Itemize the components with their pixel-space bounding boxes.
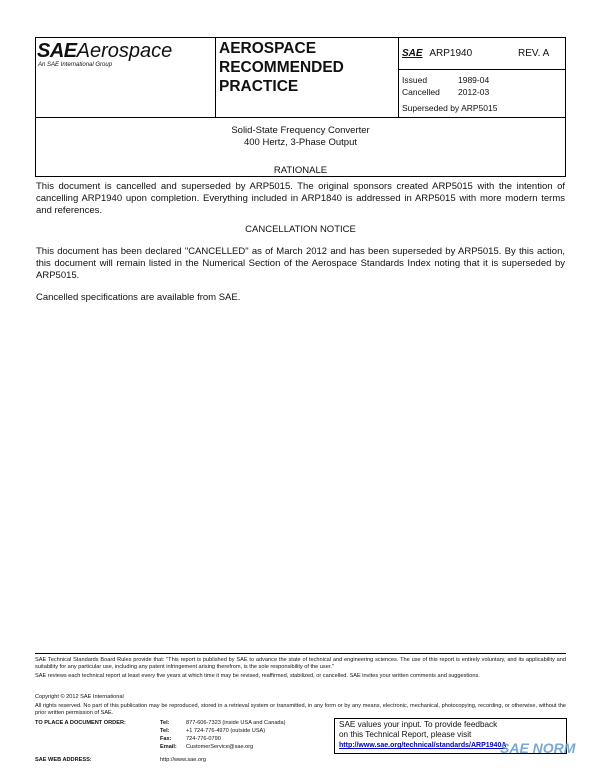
tel-value: 877-606-7323 (inside USA and Canada) [186, 720, 286, 726]
rationale-text: This document is cancelled and superseded by ARP5015. The original sponsors created ARP5015 with the intention of cancelling ARP1940 upon completion. Everything included in ARP1840 is addressed in ARP5015 with more modern terms and references. [36, 181, 565, 216]
cancelled-value: 2012-03 [458, 87, 490, 97]
email-value[interactable]: CustomerService@sae.org [186, 744, 254, 750]
doc-number-row [402, 48, 472, 59]
cancellation-heading: CANCELLATION NOTICE [245, 224, 356, 235]
superseded-by: Superseded by ARP5015 [402, 103, 498, 113]
cancellation-note: Cancelled specifications are available from SAE. [36, 292, 241, 303]
logo-tagline: An SAE International Group [38, 62, 113, 68]
tel2-label: Tel: [160, 728, 170, 734]
email-label: Email: [160, 744, 177, 750]
header-bottom-border [35, 176, 566, 177]
doc-sae-logo: SAE [402, 48, 423, 59]
rationale-heading: RATIONALE [273, 165, 328, 176]
docnum-divider [398, 69, 566, 70]
logo-sae-text: SAE [37, 40, 77, 62]
web-value[interactable]: http://www.sae.org [160, 757, 207, 763]
sae-aerospace-logo [37, 40, 172, 63]
header-divider [35, 117, 566, 118]
header-right-border [565, 37, 566, 177]
tel-label: Tel: [160, 720, 170, 726]
column-divider-1 [215, 37, 216, 117]
title-line-1: Solid-State Frequency Converter [231, 125, 370, 136]
feedback-text [339, 720, 506, 751]
footer-copyright: Copyright © 2012 SAE International [35, 694, 124, 700]
issued-label: Issued [402, 75, 428, 85]
header-top-border [35, 37, 566, 38]
feedback-line-1: SAE values your input. To provide feedback [339, 720, 498, 729]
document-title [36, 125, 565, 149]
footer-para-2: SAE reviews each technical report at least every five years at which time it may be revised, reaffirmed, stabilized, or cancelled. SAE invites your written comments and suggestions. [35, 673, 480, 679]
order-label: TO PLACE A DOCUMENT ORDER: [35, 720, 126, 726]
fax-value: 724-776-0790 [186, 736, 221, 742]
column-divider-2 [398, 37, 399, 117]
header-left-border [35, 37, 36, 177]
cancelled-label: Cancelled [402, 87, 440, 97]
doc-type-line-3: PRACTICE [219, 78, 299, 95]
cancellation-text: This document has been declared "CANCELLED" as of March 2012 and has been superseded by ARP5015. By this action, this document will remain listed in the Numerical Section of the Aerospace Standards Index noting that it is superseded by ARP5015. [36, 246, 565, 281]
doc-number: ARP1940 [429, 48, 473, 59]
web-label: SAE WEB ADDRESS: [35, 757, 92, 763]
footer-rights: All rights reserved. No part of this publication may be reproduced, stored in a retrieval system or transmitted, in any form or by any means, electronic, mechanical, photocopying, recording, or otherwise, without the prior written permission of SAE. [35, 703, 566, 716]
feedback-link[interactable]: http://www.sae.org/technical/standards/ARP1940A [339, 742, 507, 749]
issued-value: 1989-04 [458, 75, 490, 85]
title-line-2: 400 Hertz, 3-Phase Output [243, 137, 357, 148]
doc-type-line-1: AEROSPACE [219, 40, 317, 57]
tel2-value: +1 724-776-4970 (outside USA) [186, 728, 266, 734]
footer-para-1: SAE Technical Standards Board Rules provide that: "This report is published by SAE to advance the state of technical and engineering sciences. The use of this report is entirely voluntary, and its applicability and suitability for any particular use, including any patent infringement arising therefrom, is the sole responsibility of the user." [35, 657, 566, 670]
fax-label: Fax: [160, 736, 172, 742]
revision: REV. A [518, 48, 550, 59]
sae-norm-watermark: SAE NORM [500, 740, 576, 756]
footer-rule [35, 653, 566, 654]
logo-aerospace-text: Aerospace [76, 40, 173, 62]
document-type [219, 39, 344, 96]
feedback-line-2: on this Technical Report, please visit [339, 730, 472, 739]
doc-type-line-2: RECOMMENDED [219, 59, 344, 76]
